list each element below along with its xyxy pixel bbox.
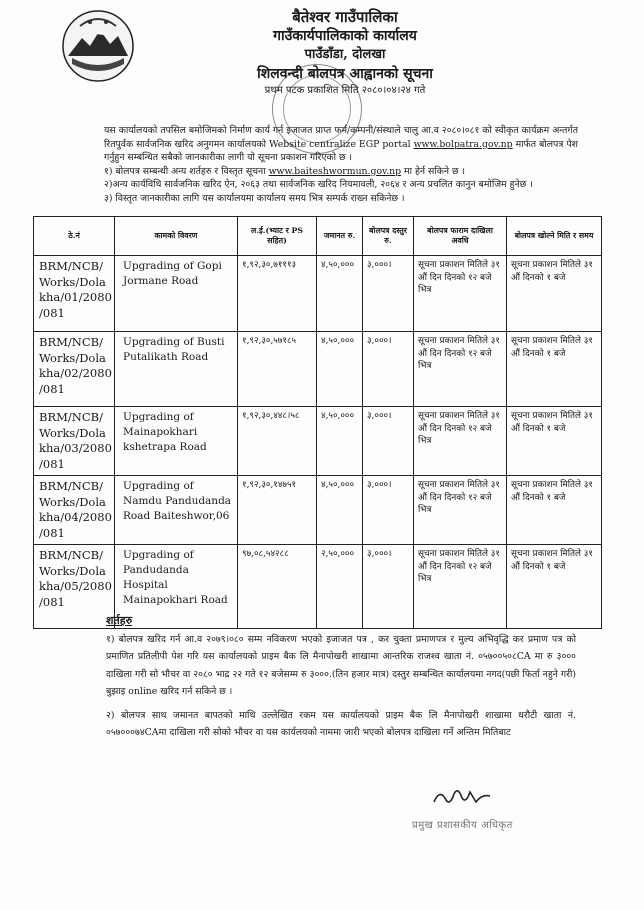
col-header-estimate: ल.ई.(भ्याट र PS सहित) <box>238 217 317 256</box>
cell-work: Upgrading of Mainapokhari kshetrapa Road <box>115 407 238 476</box>
cell-ref: BRM/NCB/ Works/Dola kha/03/2080 /081 <box>34 407 115 476</box>
cell-work: Upgrading of Gopi Jormane Road <box>115 256 238 332</box>
table-row <box>34 332 602 407</box>
cell-security: २,५०,००० <box>317 545 363 629</box>
cell-fee: ३,०००। <box>363 545 414 629</box>
cell-fee: ३,०००। <box>363 476 414 545</box>
office-name: गाउँकार्यपालिकाको कार्यालय <box>273 28 417 44</box>
notice-title: शिलवन्दी बोलपत्र आह्वानको सूचना <box>257 66 433 82</box>
cell-opening: सूचना प्रकाशन मितिले ३१ औं दिनको १ बजे <box>507 407 602 476</box>
cell-work: Upgrading of Busti Putalikath Road <box>115 332 238 407</box>
cell-submission: सूचना प्रकाशन मितिले ३१ औं दिन दिनको १२ बजे भित्र <box>414 476 507 545</box>
cell-submission: सूचना प्रकाशन मितिले ३१ औं दिन दिनको १२ बजे भित्र <box>414 407 507 476</box>
cell-ref: BRM/NCB/ Works/Dola kha/01/2080 /081 <box>34 256 115 332</box>
cell-ref: BRM/NCB/ Works/Dola kha/04/2080 /081 <box>34 476 115 545</box>
term-1: १) बोलपत्र खरिद गर्न आ.व २०७९।०८० सम्म नविकरण भएको इजाजत पत्र , कर चुक्ता प्रमाणपत्र र मुल्य अभिवृद्धि कर प्रमाण पत्र को प्रमाणित प्रतिलीपी पेश गरि यस कार्यालयको प्राइम बैक लि मैनापोखरी शाखामा आन्तरिक राजश्व खाता नं. ०५७००५०८CA मा रु ३००० दाखिला गरी सो भौचर वा २०८० भाद्र २२ गते १२ बजेसम्म रु ३०००.(तिन हजार मात्र) दस्तुर सम्बन्धित कार्यालयमा नगद(पछी फिर्ता नहुने गरी) बुझाइ online खरिद गर्न सकिने छ । <box>106 633 576 697</box>
table-row <box>34 407 602 476</box>
cell-security: ४,५०,००० <box>317 332 363 407</box>
cell-opening: सूचना प्रकाशन मितिले ३१ औं दिनको १ बजे <box>507 332 602 407</box>
table-header-row <box>34 217 602 256</box>
col-header-ref: ठे.नं <box>34 217 115 256</box>
intro-point-1: १) बोलपत्र सम्बन्धी अन्य शर्तहरु र विस्तृत सूचना www.baiteshwormun.gov.np मा हेर्न सकिने छ । <box>104 165 465 177</box>
cell-estimate: ९७,०८,५४२८८ <box>238 545 317 629</box>
cell-work: Upgrading of Namdu Pandudanda Road Baiteshwor,06 <box>115 476 238 545</box>
cell-estimate: १,९२,३०,१४७५१ <box>238 476 317 545</box>
cell-ref: BRM/NCB/ Works/Dola kha/05/2080 /081 <box>34 545 115 629</box>
cell-security: ४,५०,००० <box>317 256 363 332</box>
table-row <box>34 476 602 545</box>
cell-security: ४,५०,००० <box>317 407 363 476</box>
publication-date: प्रथम पटक प्रकाशित मिति २०८०।०४।२४ गते <box>264 85 426 96</box>
cell-opening: सूचना प्रकाशन मितिले ३१ औं दिनको १ बजे <box>507 256 602 332</box>
col-header-fee: बोलपत्र दस्तुर रु. <box>363 217 414 256</box>
signatory-title: प्रमुख प्रशासकीय अधिकृत <box>412 820 513 831</box>
table-row <box>34 256 602 332</box>
notice-intro <box>104 124 578 206</box>
tender-table <box>33 216 602 629</box>
cell-estimate: १,९२,३०,४४८।५८ <box>238 407 317 476</box>
cell-fee: ३,०००। <box>363 332 414 407</box>
municipality-emblem-icon <box>60 8 136 84</box>
cell-opening: सूचना प्रकाशन मितिले ३१ औं दिनको १ बजे <box>507 476 602 545</box>
col-header-submission: बोलपत्र फाराम दाखिला अवधि <box>414 217 507 256</box>
terms-heading: शर्तहरु <box>106 614 133 627</box>
cell-fee: ३,०००। <box>363 407 414 476</box>
term-2: २) बोलपत्र साथ जमानत बापतको माथि उल्लेखित रकम यस कार्यालयको प्राइम बैक लि मैनापोखरी शाखामा धरौटी खाता नं. ०५७०००७४CAमा दाखिला गरी सोको भौचर वा यस कार्यलयको नाममा जारी भएको बोलपत्र दाखिला गर्ने अन्तिम मितिबाट <box>106 709 576 738</box>
intro-point-2: २)अन्य कार्यविधि सार्वजनिक खरिद ऐन, २०६३ तथा सार्वजनिक खरिद नियमावली, २०६४ र अन्य प्रचलित कानुन बमोजिम हुनेछ । <box>104 179 533 191</box>
municipality-name: बैतेश्वर गाउँपालिका <box>292 8 398 26</box>
intro-point-3: ३) विस्तृत जानकारीका लागि यस कार्यालयमा कार्यालय समय भित्र सम्पर्क राख्न सकिनेछ । <box>104 192 405 204</box>
office-address: पाउँडाँडा, दोलखा <box>304 47 386 62</box>
intro-paragraph: यस कार्यालयको तपसिल बमोजिमको निर्माण कार्य गर्न इजाजत प्राप्त फर्म/कम्पनी/संस्थाले चालु आ.व २०८०।०८१ को स्वीकृत कार्यक्रम अन्तर्गत रितपुर्वक सार्वजनिक खरिद अनुगमन कार्यालयको Website centralize EGP portal www.bolpatra.gov.np मार्फत बोलपत्र पेश गर्नुहुन सम्बन्धित सबैको जानकारीका लागी यो सूचना प्रकाशन गरिएको छ । <box>104 125 578 164</box>
municipality-website-link[interactable]: www.baiteshwormun.gov.np <box>268 165 402 177</box>
col-header-opening: बोलपत्र खोल्ने मिति र समय <box>507 217 602 256</box>
col-header-security: जमानत रु. <box>317 217 363 256</box>
terms-section <box>106 612 576 748</box>
bolpatra-portal-link[interactable]: www.bolpatra.gov.np <box>413 138 513 150</box>
cell-ref: BRM/NCB/ Works/Dola kha/02/2080 /081 <box>34 332 115 407</box>
cell-work: Upgrading of Pandudanda Hospital Mainapokhari Road <box>115 545 238 629</box>
cell-fee: ३,०००। <box>363 256 414 332</box>
cell-submission: सूचना प्रकाशन मितिले ३१ औं दिन दिनको १२ बजे भित्र <box>414 332 507 407</box>
cell-security: ४,५०,००० <box>317 476 363 545</box>
cell-submission: सूचना प्रकाशन मितिले ३१ औं दिन दिनको १२ बजे भित्र <box>414 256 507 332</box>
online-text: online <box>128 686 158 697</box>
col-header-work: कामको विवरण <box>115 217 238 256</box>
cell-estimate: १,९२,३०,५७१८५ <box>238 332 317 407</box>
signature-icon <box>430 782 500 810</box>
cell-estimate: १,९२,३०,७१११३ <box>238 256 317 332</box>
cell-submission: सूचना प्रकाशन मितिले ३१ औं दिन दिनको १२ बजे भित्र <box>414 545 507 629</box>
cell-opening: सूचना प्रकाशन मितिले ३१ औं दिनको १ बजे <box>507 545 602 629</box>
